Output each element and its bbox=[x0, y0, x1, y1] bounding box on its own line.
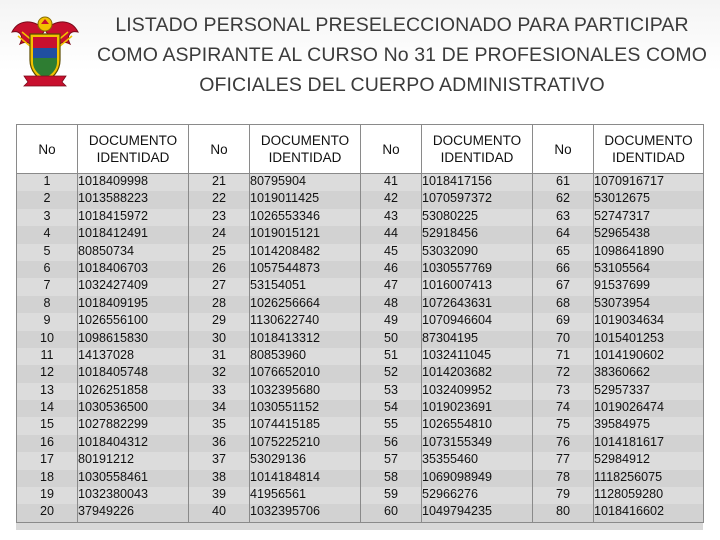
row-number-cell: 41 bbox=[361, 174, 422, 192]
document-id-cell: 39584975 bbox=[594, 417, 704, 434]
column-header-documento: DOCUMENTO IDENTIDAD bbox=[594, 125, 704, 174]
row-number-cell: 25 bbox=[189, 244, 250, 261]
row-number-cell: 33 bbox=[189, 383, 250, 400]
row-number-cell: 40 bbox=[189, 504, 250, 522]
row-number-cell: 28 bbox=[189, 296, 250, 313]
document-id-cell: 1030558461 bbox=[78, 470, 189, 487]
column-header-documento: DOCUMENTO IDENTIDAD bbox=[250, 125, 361, 174]
document-id-cell: 1018412491 bbox=[78, 226, 189, 243]
document-id-cell: 1018417156 bbox=[422, 174, 533, 192]
document-id-cell: 52918456 bbox=[422, 226, 533, 243]
row-number-cell: 21 bbox=[189, 174, 250, 192]
table-row bbox=[17, 191, 704, 208]
row-number-cell: 50 bbox=[361, 331, 422, 348]
table-row bbox=[17, 209, 704, 226]
document-id-cell: 80795904 bbox=[250, 174, 361, 192]
row-number-cell: 61 bbox=[533, 174, 594, 192]
coat-of-arms-icon bbox=[10, 10, 80, 88]
row-number-cell: 49 bbox=[361, 313, 422, 330]
document-id-cell: 1018416602 bbox=[594, 504, 704, 522]
row-number-cell: 68 bbox=[533, 296, 594, 313]
document-id-cell: 52965438 bbox=[594, 226, 704, 243]
document-id-cell: 1026553346 bbox=[250, 209, 361, 226]
row-number-cell: 5 bbox=[17, 244, 78, 261]
table-row bbox=[17, 174, 704, 192]
row-number-cell: 62 bbox=[533, 191, 594, 208]
document-id-cell: 1118256075 bbox=[594, 470, 704, 487]
document-id-cell: 1026251858 bbox=[78, 383, 189, 400]
document-id-cell: 53073954 bbox=[594, 296, 704, 313]
row-number-cell: 38 bbox=[189, 470, 250, 487]
column-header-no: No bbox=[17, 125, 78, 174]
row-number-cell: 39 bbox=[189, 487, 250, 504]
document-id-cell: 1014208482 bbox=[250, 244, 361, 261]
document-id-cell: 1013588223 bbox=[78, 191, 189, 208]
row-number-cell: 70 bbox=[533, 331, 594, 348]
document-id-cell: 80850734 bbox=[78, 244, 189, 261]
document-id-cell: 1049794235 bbox=[422, 504, 533, 522]
row-number-cell: 18 bbox=[17, 470, 78, 487]
document-id-cell: 91537699 bbox=[594, 278, 704, 295]
document-id-cell: 53032090 bbox=[422, 244, 533, 261]
row-number-cell: 80 bbox=[533, 504, 594, 522]
row-number-cell: 4 bbox=[17, 226, 78, 243]
row-number-cell: 53 bbox=[361, 383, 422, 400]
document-id-cell: 1076652010 bbox=[250, 365, 361, 382]
row-number-cell: 12 bbox=[17, 365, 78, 382]
table-row bbox=[17, 383, 704, 400]
document-id-cell: 80191212 bbox=[78, 452, 189, 469]
row-number-cell: 64 bbox=[533, 226, 594, 243]
row-number-cell: 23 bbox=[189, 209, 250, 226]
row-number-cell: 51 bbox=[361, 348, 422, 365]
row-number-cell: 74 bbox=[533, 400, 594, 417]
row-number-cell: 27 bbox=[189, 278, 250, 295]
document-id-cell: 1027882299 bbox=[78, 417, 189, 434]
row-number-cell: 19 bbox=[17, 487, 78, 504]
document-id-cell: 53080225 bbox=[422, 209, 533, 226]
document-id-cell: 37949226 bbox=[78, 504, 189, 522]
table-row bbox=[17, 365, 704, 382]
document-id-cell: 52984912 bbox=[594, 452, 704, 469]
table-row bbox=[17, 470, 704, 487]
column-header-no: No bbox=[189, 125, 250, 174]
document-id-cell: 53029136 bbox=[250, 452, 361, 469]
row-number-cell: 54 bbox=[361, 400, 422, 417]
row-number-cell: 69 bbox=[533, 313, 594, 330]
row-number-cell: 35 bbox=[189, 417, 250, 434]
document-id-cell: 1014203682 bbox=[422, 365, 533, 382]
document-id-cell: 1072643631 bbox=[422, 296, 533, 313]
row-number-cell: 8 bbox=[17, 296, 78, 313]
document-id-cell: 1019034634 bbox=[594, 313, 704, 330]
document-id-cell: 38360662 bbox=[594, 365, 704, 382]
row-number-cell: 6 bbox=[17, 261, 78, 278]
row-number-cell: 2 bbox=[17, 191, 78, 208]
candidates-table-container bbox=[16, 124, 703, 530]
document-id-cell: 1018409195 bbox=[78, 296, 189, 313]
row-number-cell: 15 bbox=[17, 417, 78, 434]
document-id-cell: 1070597372 bbox=[422, 191, 533, 208]
document-id-cell: 1019026474 bbox=[594, 400, 704, 417]
title-line-1: LISTADO PERSONAL PRESELECCIONADO PARA PARTICIPAR bbox=[115, 14, 689, 36]
row-number-cell: 36 bbox=[189, 435, 250, 452]
row-number-cell: 3 bbox=[17, 209, 78, 226]
row-number-cell: 65 bbox=[533, 244, 594, 261]
table-row bbox=[17, 417, 704, 434]
document-id-cell: 1030536500 bbox=[78, 400, 189, 417]
document-id-cell: 1018406703 bbox=[78, 261, 189, 278]
row-number-cell: 20 bbox=[17, 504, 78, 522]
row-number-cell: 31 bbox=[189, 348, 250, 365]
row-number-cell: 46 bbox=[361, 261, 422, 278]
document-id-cell: 52957337 bbox=[594, 383, 704, 400]
row-number-cell: 72 bbox=[533, 365, 594, 382]
row-number-cell: 34 bbox=[189, 400, 250, 417]
column-header-no: No bbox=[361, 125, 422, 174]
row-number-cell: 24 bbox=[189, 226, 250, 243]
document-id-cell: 1032427409 bbox=[78, 278, 189, 295]
document-id-cell: 1018415972 bbox=[78, 209, 189, 226]
table-row bbox=[17, 278, 704, 295]
table-row bbox=[17, 348, 704, 365]
row-number-cell: 1 bbox=[17, 174, 78, 192]
document-id-cell: 1014181617 bbox=[594, 435, 704, 452]
document-id-cell: 1026556100 bbox=[78, 313, 189, 330]
table-row bbox=[17, 504, 704, 522]
title-line-3: OFICIALES DEL CUERPO ADMINISTRATIVO bbox=[199, 74, 605, 96]
row-number-cell: 43 bbox=[361, 209, 422, 226]
row-number-cell: 13 bbox=[17, 383, 78, 400]
row-number-cell: 73 bbox=[533, 383, 594, 400]
row-number-cell: 14 bbox=[17, 400, 78, 417]
title-line-2: COMO ASPIRANTE AL CURSO No 31 DE PROFESIONALES COMO bbox=[96, 44, 708, 66]
document-id-cell: 53012675 bbox=[594, 191, 704, 208]
document-id-cell: 1026256664 bbox=[250, 296, 361, 313]
row-number-cell: 55 bbox=[361, 417, 422, 434]
document-id-cell: 1018404312 bbox=[78, 435, 189, 452]
document-id-cell: 1128059280 bbox=[594, 487, 704, 504]
document-id-cell: 52747317 bbox=[594, 209, 704, 226]
document-id-cell: 52966276 bbox=[422, 487, 533, 504]
table-row bbox=[17, 261, 704, 278]
document-id-cell: 1014190602 bbox=[594, 348, 704, 365]
row-number-cell: 57 bbox=[361, 452, 422, 469]
table-row bbox=[17, 331, 704, 348]
row-number-cell: 71 bbox=[533, 348, 594, 365]
table-row bbox=[17, 244, 704, 261]
document-id-cell: 1032395706 bbox=[250, 504, 361, 522]
page-title bbox=[84, 10, 720, 100]
row-number-cell: 66 bbox=[533, 261, 594, 278]
document-id-cell: 1073155349 bbox=[422, 435, 533, 452]
row-number-cell: 47 bbox=[361, 278, 422, 295]
document-id-cell: 1026554810 bbox=[422, 417, 533, 434]
column-header-documento: DOCUMENTO IDENTIDAD bbox=[78, 125, 189, 174]
row-number-cell: 45 bbox=[361, 244, 422, 261]
row-number-cell: 60 bbox=[361, 504, 422, 522]
row-number-cell: 9 bbox=[17, 313, 78, 330]
document-id-cell: 1030557769 bbox=[422, 261, 533, 278]
column-header-documento: DOCUMENTO IDENTIDAD bbox=[422, 125, 533, 174]
row-number-cell: 58 bbox=[361, 470, 422, 487]
row-number-cell: 52 bbox=[361, 365, 422, 382]
document-id-cell: 1014184814 bbox=[250, 470, 361, 487]
document-id-cell: 1018405748 bbox=[78, 365, 189, 382]
document-id-cell: 1018409998 bbox=[78, 174, 189, 192]
document-id-cell: 1019023691 bbox=[422, 400, 533, 417]
candidates-table bbox=[16, 124, 704, 523]
table-header-row bbox=[17, 125, 704, 174]
row-number-cell: 78 bbox=[533, 470, 594, 487]
document-id-cell: 1070916717 bbox=[594, 174, 704, 192]
row-number-cell: 76 bbox=[533, 435, 594, 452]
row-number-cell: 29 bbox=[189, 313, 250, 330]
table-row bbox=[17, 487, 704, 504]
table-row bbox=[17, 400, 704, 417]
document-id-cell: 1070946604 bbox=[422, 313, 533, 330]
row-number-cell: 63 bbox=[533, 209, 594, 226]
row-number-cell: 30 bbox=[189, 331, 250, 348]
table-body bbox=[17, 174, 704, 523]
table-row bbox=[17, 296, 704, 313]
document-id-cell: 1018413312 bbox=[250, 331, 361, 348]
row-number-cell: 17 bbox=[17, 452, 78, 469]
document-id-cell: 80853960 bbox=[250, 348, 361, 365]
table-row bbox=[17, 226, 704, 243]
table-row bbox=[17, 452, 704, 469]
document-id-cell: 1016007413 bbox=[422, 278, 533, 295]
column-header-no: No bbox=[533, 125, 594, 174]
row-number-cell: 42 bbox=[361, 191, 422, 208]
row-number-cell: 79 bbox=[533, 487, 594, 504]
document-id-cell: 1069098949 bbox=[422, 470, 533, 487]
document-id-cell: 1075225210 bbox=[250, 435, 361, 452]
row-number-cell: 32 bbox=[189, 365, 250, 382]
document-id-cell: 1098641890 bbox=[594, 244, 704, 261]
document-id-cell: 87304195 bbox=[422, 331, 533, 348]
row-number-cell: 11 bbox=[17, 348, 78, 365]
row-number-cell: 37 bbox=[189, 452, 250, 469]
document-id-cell: 53154051 bbox=[250, 278, 361, 295]
document-id-cell: 1030551152 bbox=[250, 400, 361, 417]
document-id-cell: 1019015121 bbox=[250, 226, 361, 243]
document-id-cell: 1074415185 bbox=[250, 417, 361, 434]
document-id-cell: 35355460 bbox=[422, 452, 533, 469]
row-number-cell: 59 bbox=[361, 487, 422, 504]
document-id-cell: 1130622740 bbox=[250, 313, 361, 330]
row-number-cell: 22 bbox=[189, 191, 250, 208]
row-number-cell: 77 bbox=[533, 452, 594, 469]
row-number-cell: 56 bbox=[361, 435, 422, 452]
table-row bbox=[17, 435, 704, 452]
table-row bbox=[17, 313, 704, 330]
document-id-cell: 1019011425 bbox=[250, 191, 361, 208]
document-id-cell: 1015401253 bbox=[594, 331, 704, 348]
document-id-cell: 1098615830 bbox=[78, 331, 189, 348]
document-id-cell: 41956561 bbox=[250, 487, 361, 504]
row-number-cell: 75 bbox=[533, 417, 594, 434]
document-id-cell: 14137028 bbox=[78, 348, 189, 365]
row-number-cell: 10 bbox=[17, 331, 78, 348]
row-number-cell: 67 bbox=[533, 278, 594, 295]
document-id-cell: 1032380043 bbox=[78, 487, 189, 504]
document-id-cell: 53105564 bbox=[594, 261, 704, 278]
row-number-cell: 48 bbox=[361, 296, 422, 313]
document-id-cell: 1032409952 bbox=[422, 383, 533, 400]
row-number-cell: 16 bbox=[17, 435, 78, 452]
document-id-cell: 1032411045 bbox=[422, 348, 533, 365]
document-id-cell: 1057544873 bbox=[250, 261, 361, 278]
row-number-cell: 44 bbox=[361, 226, 422, 243]
row-number-cell: 26 bbox=[189, 261, 250, 278]
document-id-cell: 1032395680 bbox=[250, 383, 361, 400]
row-number-cell: 7 bbox=[17, 278, 78, 295]
